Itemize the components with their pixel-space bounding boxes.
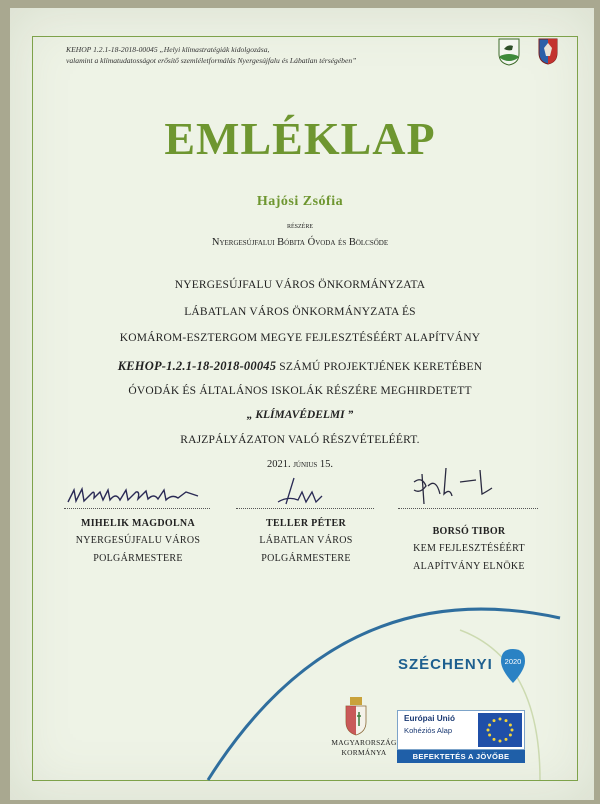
cohesion-fund-label: Kohéziós Alap (404, 726, 453, 735)
header-line-2: valamint a klímatudatosságot erősítő szemléletformálás Nyergesújfalu és Lábatlan térségében” (66, 56, 357, 65)
signature-line-2 (236, 508, 374, 509)
eu-flag-icon (478, 713, 522, 747)
body-line-2: LÁBATLAN VÁROS ÖNKORMÁNYZATA ÉS (184, 306, 416, 318)
competition-name: „ KLÍMAVÉDELMI ” (246, 409, 354, 421)
signatory-3-role-line-2: ALAPÍTVÁNY ELNÖKE (413, 561, 525, 572)
szechenyi-logo-text: SZÉCHENYI (398, 656, 493, 673)
issue-date: 2021. június 15. (266, 459, 334, 470)
body-line-1: NYERGESÚJFALU VÁROS ÖNKORMÁNYZATA (174, 279, 426, 291)
szechenyi-year: 2020 (504, 657, 522, 666)
gov-line-1: MAGYARORSZÁG (331, 738, 397, 747)
recipient-institution: Nyergesújfalui Bóbita Óvoda és Bölcsőde (211, 237, 389, 248)
labatlan-coat-of-arms-icon (538, 38, 558, 65)
signatory-2-role-line-2: POLGÁRMESTERE (261, 553, 351, 564)
body-line-5: ÓVODÁK ÉS ÁLTALÁNOS ISKOLÁK RÉSZÉRE MEGHIRDETETT (128, 385, 472, 397)
signatory-name-1: MIHELIK MAGDOLNA (81, 518, 195, 529)
signatory-role-1 (64, 532, 212, 568)
signature-teller (262, 474, 332, 510)
header-project-text (66, 44, 466, 66)
body-line-3: KOMÁROM-ESZTERGOM MEGYE FEJLESZTÉSÉÉRT ALAPÍTVÁNY (119, 332, 481, 344)
recipient-for-label: részére (286, 220, 313, 230)
gov-line-2: KORMÁNYA (341, 748, 387, 757)
hungarian-government-label (324, 738, 404, 758)
invest-in-future-banner: BEFEKTETÉS A JÖVŐBE (397, 750, 525, 763)
hungarian-coat-of-arms-icon (344, 696, 368, 736)
nyergesujfalu-coat-of-arms-icon (498, 38, 520, 66)
signatory-name-3: BORSÓ TIBOR (432, 526, 506, 537)
signatory-1-role-line-2: POLGÁRMESTERE (93, 553, 183, 564)
signatory-1-role-line-1: NYERGESÚJFALU VÁROS (75, 535, 201, 546)
signature-mihelik (64, 484, 204, 508)
signature-line-3 (398, 508, 538, 509)
szechenyi-arc-decoration (0, 590, 600, 804)
header-line-1: KEHOP 1.2.1-18-2018-00045 „Helyi klímastratégiák kidolgozása, (66, 45, 270, 54)
signatory-role-2 (236, 532, 376, 568)
szechenyi-2020-pin-icon (500, 648, 526, 684)
certificate-title: EMLÉKLAP (164, 113, 436, 164)
signature-line-1 (64, 508, 210, 509)
recipient-name: Hajósi Zsófia (256, 194, 344, 209)
signatory-role-3 (400, 540, 538, 576)
signature-borso (406, 464, 496, 510)
signatory-3-role-line-1: KEM FEJLESZTÉSÉÉRT (413, 543, 525, 554)
signatory-name-2: TELLER PÉTER (265, 518, 346, 529)
body-line-7: RAJZPÁLYÁZATON VALÓ RÉSZVÉTELÉÉRT. (180, 434, 420, 446)
project-code: KEHOP-1.2.1-18-2018-00045 (117, 359, 277, 373)
signatory-2-role-line-1: LÁBATLAN VÁROS (259, 535, 353, 546)
body-line-4-rest: SZÁMÚ PROJEKTJÉNEK KERETÉBEN (276, 361, 483, 373)
eu-label: Európai Unió (404, 714, 455, 723)
body-line-4 (0, 359, 600, 374)
